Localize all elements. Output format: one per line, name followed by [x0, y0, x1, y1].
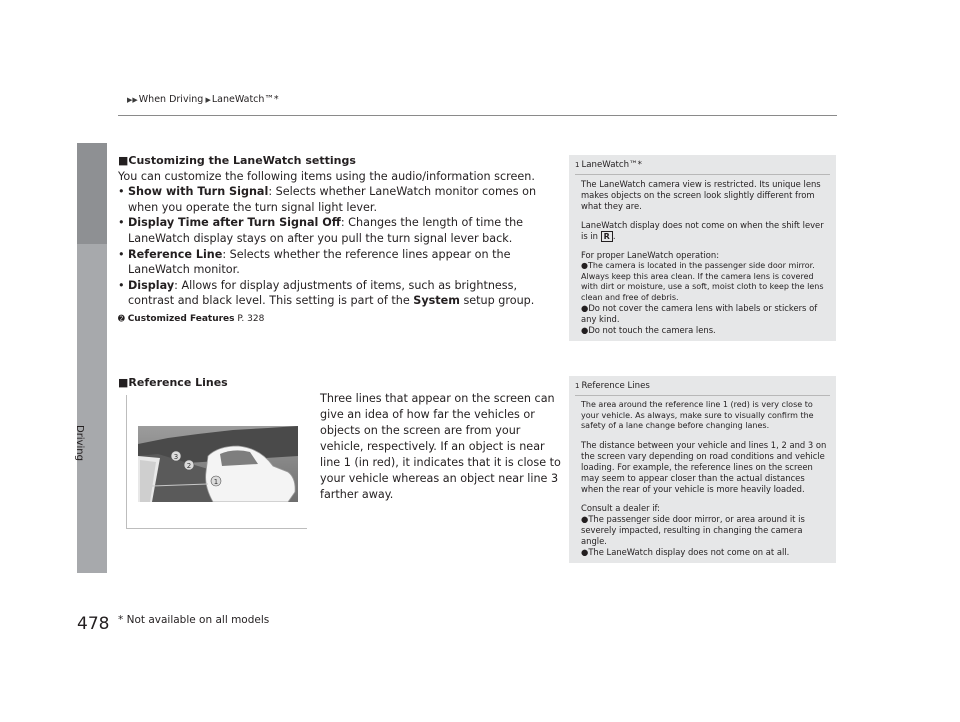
- page-number: 478: [77, 614, 110, 634]
- xref-arrow-icon: ➋: [118, 313, 125, 323]
- note-reference-lines: [569, 376, 836, 563]
- bullet-icon: •: [118, 278, 125, 292]
- reference-line-label-3: 3: [173, 453, 179, 461]
- note-bullet: ●Do not cover the camera lens with labels or stickers of any kind.: [581, 303, 818, 324]
- chapter-side-tab: [77, 143, 107, 573]
- bullet-icon: •: [118, 247, 125, 261]
- chapter-label: Driving: [74, 425, 85, 461]
- note-bullet: ●The passenger side door mirror, or area around it is severely impacted, resulting in changing the camera angle.: [581, 513, 805, 546]
- note-title: Reference Lines: [581, 381, 650, 391]
- note-paragraph: The LaneWatch camera view is restricted. Its unique lens makes objects on the screen look slightly different from what they are.: [581, 179, 821, 211]
- camera-view-image: [138, 426, 298, 502]
- square-bullet-icon: ■: [118, 154, 129, 167]
- reference-lines-heading: ■Reference Lines: [118, 376, 228, 389]
- list-item: • Reference Line: Selects whether the reference lines appear on the LaneWatch monitor.: [118, 247, 511, 277]
- note-paragraph: For proper LaneWatch operation:: [581, 250, 720, 260]
- list-item: • Show with Turn Signal: Selects whether LaneWatch monitor comes on when you operate the turn signal light lever.: [118, 185, 537, 214]
- bullet-icon: ●: [581, 261, 588, 270]
- customizing-section: [118, 153, 560, 328]
- bullet-icon: •: [118, 216, 125, 230]
- shift-r-key-icon: R: [601, 231, 613, 242]
- header-divider: [118, 115, 837, 116]
- note-paragraph: The area around the reference line 1 (red) is very close to your vehicle. As always, make sure to visually confirm the safety of a lane change before changing lanes.: [581, 400, 814, 430]
- breadcrumb-item-when-driving[interactable]: When Driving: [138, 94, 204, 105]
- reference-lines-text: Three lines that appear on the screen can give an idea of how far the vehicles or objects on the screen are from your vehicle, respectively. If an object is near line 1 (in red), it indicates that it is close to your vehicle whereas an object near line 3 farther away.: [320, 392, 561, 501]
- note-title: LaneWatch™*: [581, 160, 642, 170]
- list-item: • Display: Allows for display adjustments of items, such as brightness, contrast and black level. This setting is part of the System setup group.: [118, 278, 535, 308]
- note-icon: 1: [575, 161, 580, 169]
- bullet-icon: ●: [581, 546, 589, 557]
- reference-line-label-2: 2: [186, 462, 192, 470]
- cross-reference-link[interactable]: ➋ Customized Features P. 328: [118, 311, 560, 328]
- section-heading: ■Customizing the LaneWatch settings: [118, 154, 356, 167]
- note-lanewatch: [569, 155, 836, 341]
- note-bullet: ●Do not touch the camera lens.: [581, 325, 716, 335]
- note-icon: 1: [575, 382, 580, 390]
- reference-lines-illustration: [126, 395, 307, 529]
- note-bullet: ●The LaneWatch display does not come on at all.: [581, 546, 790, 557]
- list-item: • Display Time after Turn Signal Off: Changes the length of time the LaneWatch display stays on after you pull the turn signal lever back.: [118, 216, 524, 245]
- bullet-icon: ●: [581, 513, 589, 524]
- breadcrumb-arrow-icon: ▶▶: [127, 96, 138, 104]
- note-bullet: ●The camera is located in the passenger side door mirror. Always keep this area clean. If the camera lens is covered with dirt or moisture, use a soft, moist cloth to keep the lens clean and free of debris.: [581, 261, 824, 302]
- breadcrumb-item-lanewatch[interactable]: LaneWatch™*: [211, 94, 279, 105]
- footnote: * Not available on all models: [118, 614, 270, 626]
- note-paragraph: The distance between your vehicle and lines 1, 2 and 3 on the screen vary depending on road conditions and vehicle loading. For example, the reference lines on the screen may seem to appear closer than the actual distances when the rear of your vehicle is more heavily loaded.: [581, 439, 827, 494]
- reference-line-label-1: 1: [213, 478, 219, 486]
- square-bullet-icon: ■: [118, 376, 129, 389]
- bullet-icon: ●: [581, 303, 589, 313]
- bullet-icon: ●: [581, 325, 589, 335]
- breadcrumb: [127, 94, 279, 105]
- note-paragraph: LaneWatch display does not come on when the shift lever is in R .: [581, 220, 824, 241]
- breadcrumb-arrow-icon: ▶: [203, 96, 211, 104]
- section-intro: You can customize the following items using the audio/information screen.: [118, 169, 535, 183]
- bullet-icon: •: [118, 185, 125, 199]
- note-paragraph: Consult a dealer if:: [581, 502, 661, 513]
